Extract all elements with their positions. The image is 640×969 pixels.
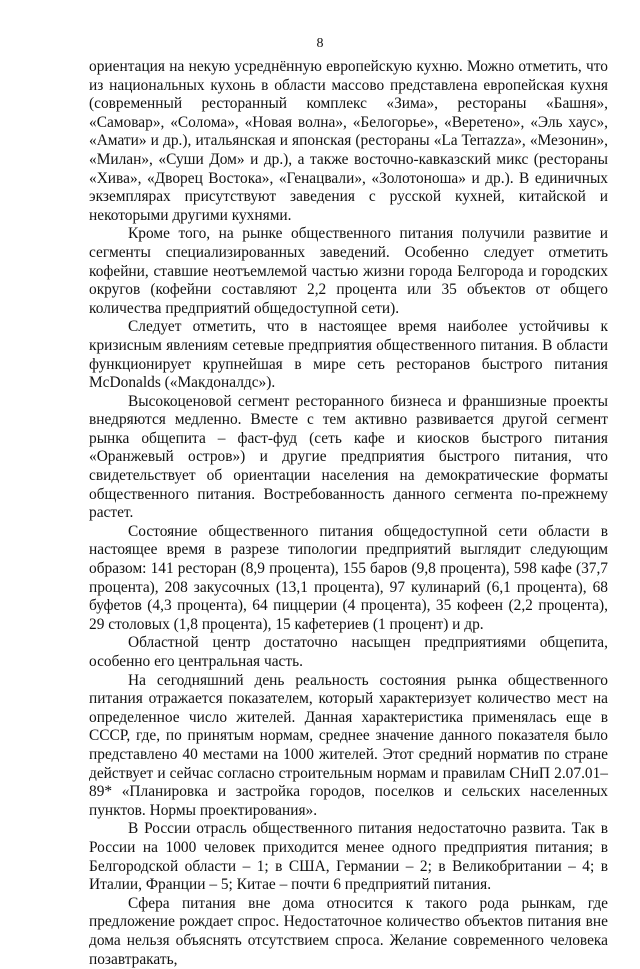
paragraph-specialized-segments: Кроме того, на рынке общественного питания получили развитие и сегменты специализированных заведений. Особенно следует отметить кофейни, ставшие неотъемлемой частью жизни города Белгорода и городских округов (кофейни составляют 2,2 процента или 35 объектов от общего количества предприятий общедоступной сети). bbox=[89, 225, 608, 317]
paragraph-fast-food-segment: Высокоценовой сегмент ресторанного бизнеса и франшизные проекты внедряются медленно. Вместе с тем активно развивается другой сегмент рынка общепита – фаст-фуд (сеть кафе и киосков быстрого питания «Оранжевый остров») и другие предприятия быстрого питания, что свидетельствует об ориентации населения на демократические форматы общественного питания. Востребованность данного сегмента по-прежнему растет. bbox=[89, 392, 608, 522]
paragraph-supply-demand: Сфера питания вне дома относится к такого рода рынкам, где предложение рождает спрос. Недостаточное количество объектов питания вне дома нельзя объяснять отсутствием спроса. Желание современного человека позавтракать, bbox=[89, 894, 608, 968]
document-body bbox=[89, 58, 608, 969]
paragraph-typology-statistics: Состояние общественного питания общедоступной сети области в настоящее время в разрезе типологии предприятий выглядит следующим образом: 141 ресторан (8,9 процента), 155 баров (9,8 процента), 598 кафе (37,7 процента), 208 закусочных (13,1 процента), 97 кулинарий (6,1 процента), 68 буфетов (4,3 процента), 64 пиццерии (4 процента), 35 кофеен (2,2 процента), 29 столовых (1,8 процента), 15 кафетериев (1 процент) и др. bbox=[89, 522, 608, 633]
paragraph-cuisines-continued: ориентация на некую усреднённую европейскую кухню. Можно отметить, что из национальных кухонь в области массово представлена европейская кухня (современный ресторанный комплекс «Зима», рестораны «Башня», «Самовар», «Солома», «Новая волна», «Белогорье», «Веретено», «Эль хаус», «Амати» и др.), итальянская и японская (рестораны «La Terrazza», «Мезонин», «Милан», «Суши Дом» и др.), а также восточно-кавказский микс (рестораны «Хива», «Дворец Востока», «Генацвали», «Золотоноша» и др.). В единичных экземплярах присутствуют заведения с русской кухней, китайской и некоторыми другими кухнями. bbox=[89, 58, 608, 224]
paragraph-chain-restaurants: Следует отметить, что в настоящее время наиболее устойчивы к кризисным явлениям сетевые предприятия общественного питания. В области функционирует крупнейшая в мире сеть ресторанов быстрого питания McDonalds («Макдоналдс»). bbox=[89, 318, 608, 392]
paragraph-regional-center: Областной центр достаточно насыщен предприятиями общепита, особенно его центральная часть. bbox=[89, 634, 608, 670]
paragraph-seats-per-residents: На сегодняшний день реальность состояния рынка общественного питания отражается показателем, который характеризует количество мест на определенное число жителей. Данная характеристика применялась еще в СССР, где, по принятым нормам, среднее значение данного показателя было представлено 40 местами на 1000 жителей. Этот средний норматив по стране действует и сейчас согласно строительным нормам и правилам СНиП 2.07.01–89* «Планировка и застройка городов, поселков и сельских населенных пунктов. Нормы проектирования». bbox=[89, 671, 608, 819]
page-number: 8 bbox=[316, 36, 324, 51]
paragraph-international-comparison: В России отрасль общественного питания недостаточно развита. Так в России на 1000 человек приходится менее одного предприятия питания; в Белгородской области – 1; в США, Германии – 2; в Великобритании – 4; в Италии, Франции – 5; Китае – почти 6 предприятий питания. bbox=[89, 820, 608, 894]
